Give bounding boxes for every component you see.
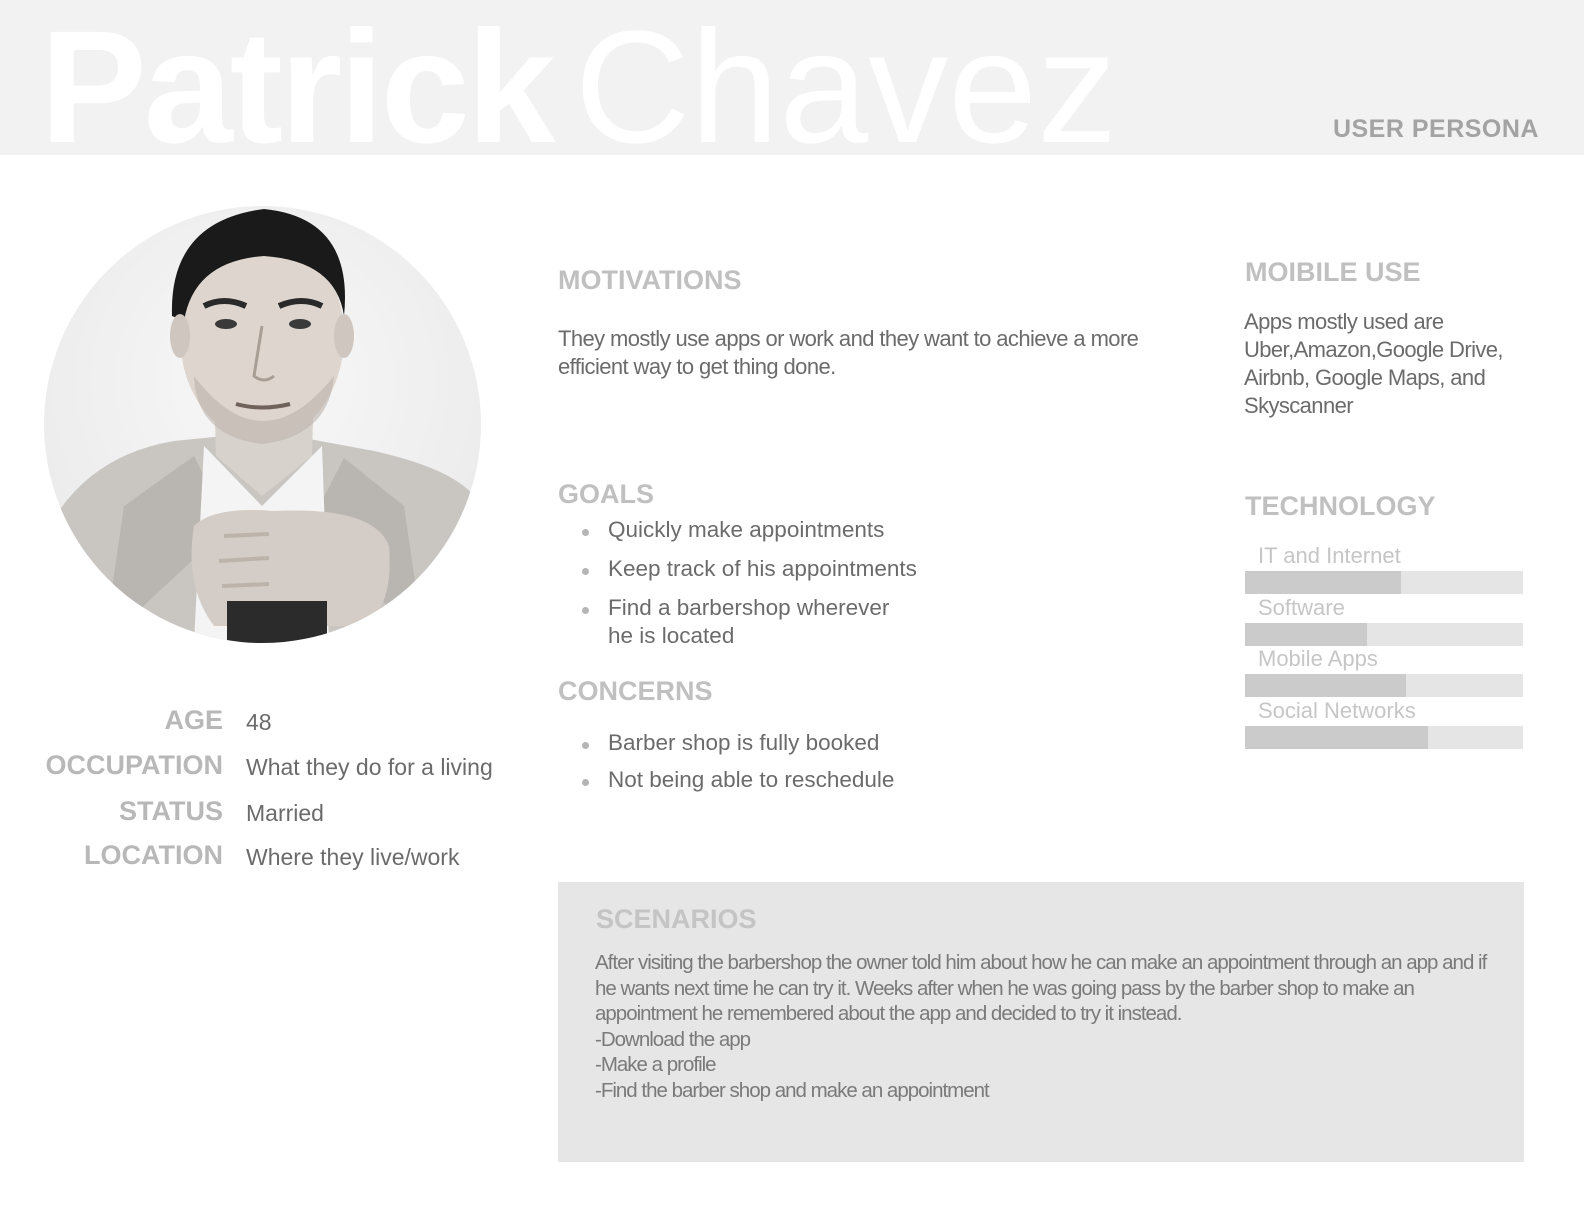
occupation-value: What they do for a living <box>246 754 493 780</box>
tech-bar-track <box>1245 726 1523 749</box>
motivations-title: MOTIVATIONS <box>558 265 742 295</box>
tech-item-mobile-apps <box>1245 643 1523 695</box>
info-row-location <box>0 840 540 880</box>
goal-item: Keep track of his appointments <box>558 555 958 583</box>
tech-bar-track <box>1245 571 1523 594</box>
scenario-step: -Find the barber shop and make an appointment <box>595 1078 989 1102</box>
header-band <box>0 0 1584 155</box>
status-label: STATUS <box>119 796 223 826</box>
status-value: Married <box>246 800 324 826</box>
location-label: LOCATION <box>84 840 223 870</box>
scenarios-panel <box>558 882 1524 1162</box>
goal-item: Quickly make appointments <box>558 516 958 544</box>
tech-label: IT and Internet <box>1258 543 1401 568</box>
persona-name <box>40 2 1117 155</box>
tech-label: Software <box>1258 595 1345 620</box>
scenario-paragraph: After visiting the barbershop the owner told him about how he can make an appointment through an app and if he wants next time he can try it. Weeks after when he was going pass by the barber shop to make an appointment he remembered about the app and decided to try it instead. <box>595 951 1487 1025</box>
tech-item-it-internet <box>1245 540 1523 592</box>
tech-bar-track <box>1245 674 1523 697</box>
age-label: AGE <box>164 705 223 735</box>
tech-label: Mobile Apps <box>1258 646 1378 671</box>
age-value: 48 <box>246 709 272 735</box>
motivations-text: They mostly use apps or work and they want to achieve a more efficient way to get thing done. <box>558 326 1139 379</box>
info-row-status <box>0 796 540 836</box>
location-value: Where they live/work <box>246 844 460 870</box>
persona-photo <box>44 206 481 643</box>
tech-item-social-networks <box>1245 695 1523 747</box>
user-persona-tag: USER PERSONA <box>1332 115 1539 143</box>
tech-bar-fill <box>1245 726 1428 749</box>
mobile-use-title: MOIBILE USE <box>1245 257 1421 287</box>
occupation-label: OCCUPATION <box>45 750 223 780</box>
technology-title: TECHNOLOGY <box>1245 491 1436 521</box>
concerns-title: CONCERNS <box>558 676 713 706</box>
tech-bar-fill <box>1245 674 1406 697</box>
goals-title: GOALS <box>558 479 655 509</box>
scenario-step: -Make a profile <box>595 1053 716 1076</box>
concerns-list <box>558 729 1058 794</box>
tech-item-software <box>1245 592 1523 644</box>
scenarios-title: SCENARIOS <box>596 904 757 934</box>
goal-item: Find a barbershop wherever he is located <box>558 594 908 650</box>
concern-item: Barber shop is fully booked <box>558 729 1058 757</box>
tech-bar-fill <box>1245 571 1401 594</box>
mobile-use-text: Apps mostly used are Uber,Amazon,Google Drive, Airbnb, Google Maps, and Skyscanner <box>1244 309 1503 418</box>
info-row-occupation <box>0 750 540 790</box>
goals-list <box>558 516 958 650</box>
tech-label: Social Networks <box>1258 698 1416 723</box>
info-row-age <box>0 705 540 745</box>
scenario-step: -Download the app <box>595 1027 751 1051</box>
concern-item: Not being able to reschedule <box>558 766 1058 794</box>
portrait-illustration <box>44 206 481 643</box>
scenarios-body <box>595 950 1500 1103</box>
persona-last-name: Chavez <box>574 0 1118 155</box>
persona-first-name: Patrick <box>40 0 553 155</box>
